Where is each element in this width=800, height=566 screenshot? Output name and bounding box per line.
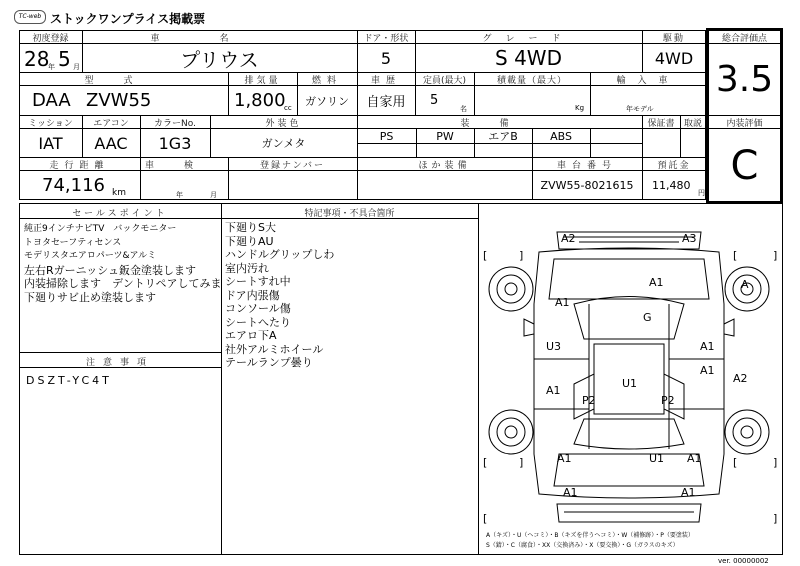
header-color: 外装色	[265, 119, 302, 129]
damage-mark: U1	[622, 377, 638, 390]
damage-legend-1: A（キズ）・U（ヘコミ）・B（キズを伴うヘコミ）・W（補修跡）・P（要塗装）	[486, 532, 694, 539]
remark-line: 社外アルミホイール	[225, 342, 324, 356]
vehicle-class: 自家用	[366, 95, 406, 110]
yen-unit: 円	[698, 189, 705, 197]
remark-line: テールランプ曇り	[225, 356, 313, 369]
selling-point-line: トヨタセーフティセンス	[24, 237, 122, 248]
damage-mark: A2	[561, 232, 576, 245]
damage-mark: U1	[649, 452, 665, 465]
damage-mark: A1	[557, 452, 572, 465]
model-prefix: DAA	[32, 90, 71, 111]
damage-mark: A1	[681, 486, 696, 499]
header-plate: 登録ナンバー	[260, 161, 325, 171]
header-fuel: 燃料	[311, 76, 342, 86]
bracket-close: ]	[773, 512, 778, 525]
bracket-open: [	[733, 249, 738, 262]
inspection-year-unit: 年	[176, 191, 183, 199]
overall-score: 3.5	[715, 59, 774, 100]
header-warranty: 保証書	[647, 119, 675, 129]
damage-mark: A1	[563, 486, 578, 499]
cc-unit: cc	[284, 104, 292, 112]
header-inspection: 車検	[144, 161, 223, 171]
color-no: 1G3	[158, 133, 192, 153]
equipment-pw: PW	[436, 129, 454, 143]
header-chassis: 車台番号	[556, 161, 617, 171]
damage-mark: A2	[733, 372, 748, 385]
header-aircon: エアコン	[93, 119, 129, 129]
remark-line: シートすれ中	[225, 275, 291, 288]
header-capacity: 定員(最大)	[422, 76, 467, 86]
car-damage-diagram	[479, 204, 782, 554]
remarks-header: 特記事項・不具合箇所	[304, 209, 395, 219]
header-first-registration: 初度登録	[32, 34, 69, 44]
selling-points-header: セールスポイント	[72, 209, 168, 219]
transmission: IAT	[38, 133, 63, 153]
header-other-equipment: ほか装備	[418, 161, 471, 171]
equipment-ps: PS	[379, 129, 394, 143]
fuel: ガソリン	[305, 94, 349, 108]
remark-line: ドア内張傷	[225, 288, 280, 302]
header-load: 積載量（最大）	[496, 76, 567, 86]
damage-mark: A	[741, 278, 749, 291]
bracket-open: [	[733, 456, 738, 469]
version-label: ver. 00000002	[718, 557, 769, 565]
remark-line: エアロ下A	[225, 329, 277, 342]
remarks-list	[225, 221, 334, 370]
header-manual: 取説	[683, 119, 702, 129]
kg-unit: Kg	[575, 104, 585, 112]
damage-mark: U3	[546, 340, 562, 353]
interior-score: C	[730, 142, 759, 189]
header-drive: 駆動	[662, 34, 685, 44]
first-reg-year: 28	[24, 47, 50, 71]
inspection-month-unit: 月	[210, 191, 217, 199]
bracket-close: ]	[519, 456, 524, 469]
equipment-airbag: エアB	[488, 130, 518, 143]
bracket-close: ]	[773, 456, 778, 469]
car-name: プリウス	[180, 47, 259, 72]
bracket-open: [	[483, 249, 488, 262]
selling-point-line: 内装掃除します デントリペアしてみま	[24, 277, 222, 290]
capacity-unit: 名	[460, 105, 467, 113]
header-equipment: 装備	[460, 119, 539, 129]
damage-mark: A1	[546, 384, 561, 397]
displacement: 1,800	[234, 90, 286, 111]
color: ガンメタ	[261, 137, 306, 150]
bracket-close: ]	[773, 249, 778, 262]
mileage: 74,116	[42, 175, 105, 196]
header-mileage: 走行距離	[49, 161, 110, 171]
header-displacement: 排気量	[244, 76, 281, 86]
notes-line: DSZT-YC4T	[26, 374, 112, 387]
grade: S 4WD	[495, 46, 562, 70]
page-title: ストックワンプライス掲載票	[50, 12, 206, 26]
month-unit: 月	[73, 63, 80, 71]
remark-line: 下廻りS大	[225, 221, 276, 234]
damage-mark: P2	[582, 394, 596, 407]
header-color-no: カラーNo.	[154, 119, 196, 129]
damage-legend-2: S（錆）・C（腐食）・XX（交換済み）・X（要交換）・G（ガラスのキズ）	[486, 542, 679, 549]
remark-line: ハンドルグリップしわ	[225, 248, 335, 261]
capacity: 5	[430, 93, 439, 108]
header-car-name: 車名	[150, 34, 289, 44]
remark-line: 下廻りAU	[225, 234, 274, 248]
damage-mark: A1	[649, 276, 664, 289]
remark-line: 室内汚れ	[225, 261, 269, 275]
aircon: AAC	[94, 133, 128, 153]
header-overall-score: 総合評価点	[721, 34, 767, 44]
damage-mark: A1	[700, 364, 715, 377]
deposit-price: 11,480	[652, 179, 691, 192]
equipment-abs: ABS	[550, 129, 572, 143]
damage-mark: G	[643, 311, 652, 324]
damage-mark: A1	[687, 452, 702, 465]
header-price: 預託金	[657, 161, 691, 171]
header-door-shape: ドア・形状	[363, 34, 409, 44]
damage-mark: P2	[661, 394, 675, 407]
bracket-open: [	[483, 456, 488, 469]
header-transmission: ミッション	[28, 119, 73, 129]
remark-line: シートへたり	[225, 315, 291, 329]
selling-point-line: 純正9インチナビTV バックモニター	[24, 224, 177, 234]
first-reg-month: 5	[58, 47, 71, 71]
damage-mark: A3	[682, 232, 697, 245]
model: ZVW55	[86, 90, 152, 111]
selling-point-line: 下廻りサビ止め塗装します	[24, 290, 156, 304]
bracket-close: ]	[519, 249, 524, 262]
remark-line: コンソール傷	[225, 302, 291, 315]
selling-points-list	[24, 223, 222, 304]
selling-point-line: モデリスタエアロパーツ&アルミ	[24, 251, 157, 261]
year-unit: 年	[48, 63, 55, 71]
damage-mark: A1	[555, 296, 570, 309]
notes-header: 注意事項	[85, 358, 154, 368]
model-year-label: 年モデル	[626, 105, 654, 113]
door-count: 5	[380, 48, 392, 68]
selling-point-line: 左右Rガーニッシュ鈑金塗装します	[24, 263, 196, 277]
logo: TC-web	[14, 10, 46, 24]
chassis-number: ZVW55-8021615	[540, 179, 634, 192]
header-import: 輸入車	[616, 76, 680, 86]
header-grade: グレード	[482, 34, 575, 44]
header-model: 型式	[84, 76, 163, 86]
damage-mark: A1	[700, 340, 715, 353]
bracket-open: [	[483, 512, 488, 525]
km-unit: km	[112, 188, 126, 198]
header-interior-score: 内装評価	[726, 119, 763, 129]
drive: 4WD	[654, 48, 694, 68]
header-vehicle-class: 車歴	[370, 76, 401, 86]
